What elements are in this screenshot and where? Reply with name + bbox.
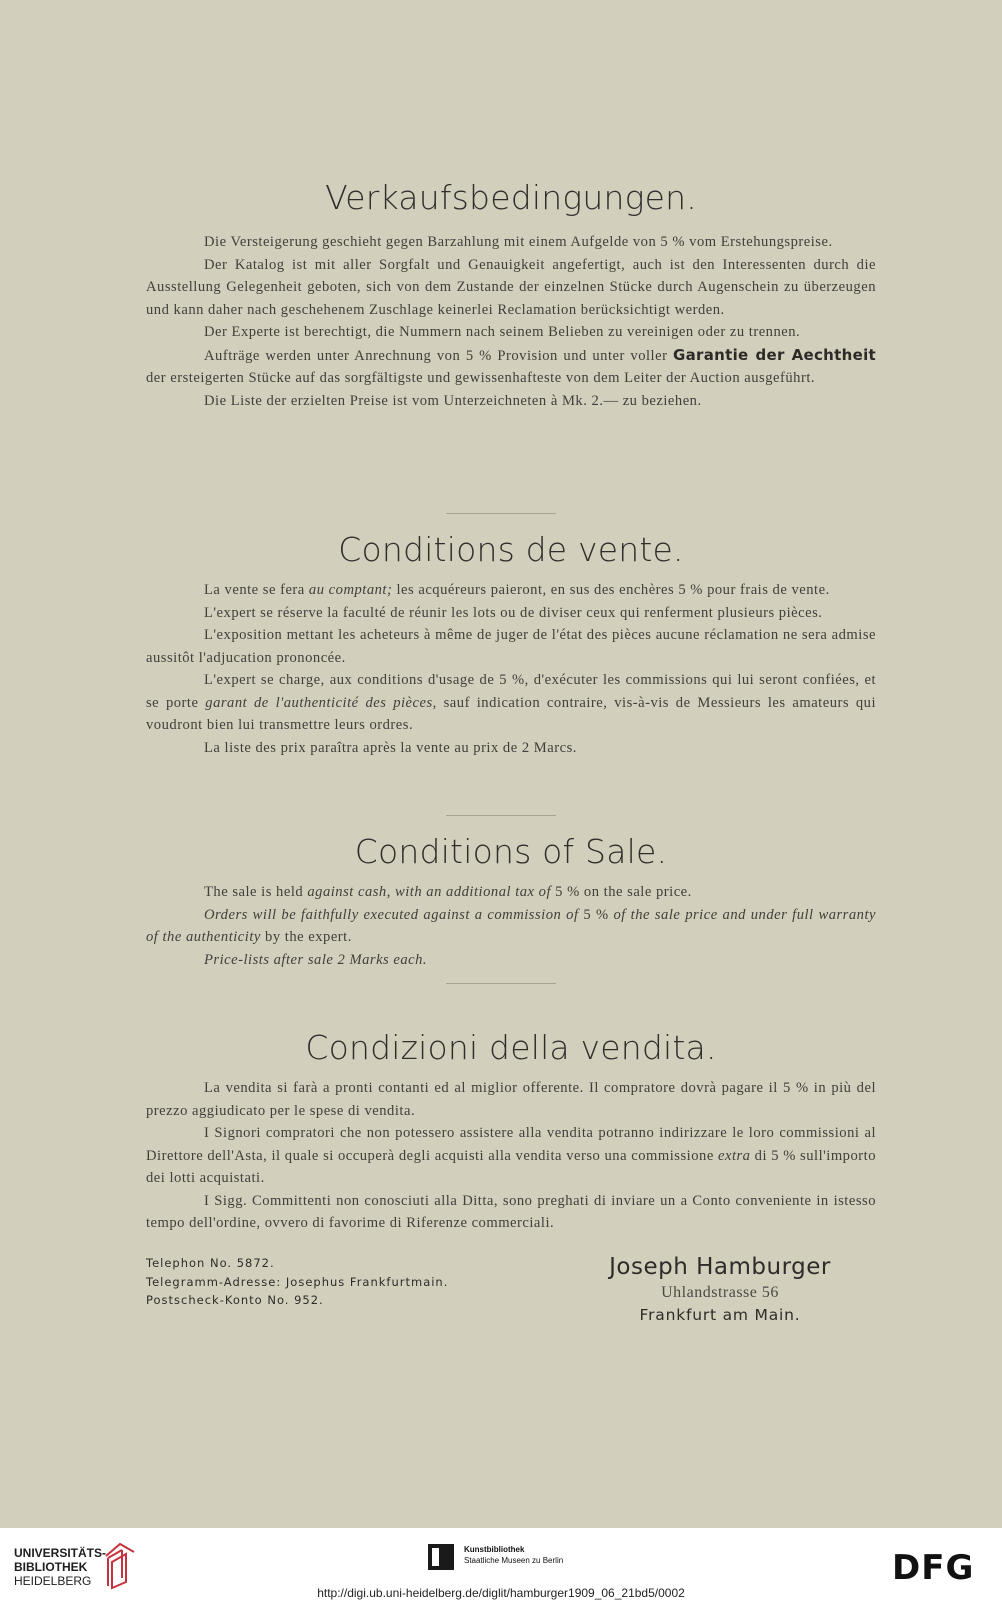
footer-bar bbox=[0, 1528, 1002, 1604]
guarantee-emphasis: Garantie der Aechtheit bbox=[673, 345, 876, 364]
paragraph: La liste des prix paraîtra après la vente au prix de 2 Marcs. bbox=[204, 739, 577, 756]
paragraph: Die Versteigerung geschieht gegen Barzahlung mit einem Aufgelde von 5 % vom Erstehungspreise. bbox=[204, 234, 833, 250]
telegram-address: Telegramm-Adresse: Josephus Frankfurtmain. bbox=[146, 1274, 449, 1289]
paragraph: La vente se fera au comptant; les acquéreurs paieront, en sus des enchères 5 % pour frais de vente. bbox=[204, 582, 830, 598]
postscheck-account: Postscheck-Konto No. 952. bbox=[146, 1293, 324, 1307]
paragraph: Price-lists after sale 2 Marks each. bbox=[204, 951, 428, 968]
kunstbibliothek-logo-icon[interactable] bbox=[428, 1544, 454, 1570]
paragraph: L'expert se charge, aux conditions d'usage de 5 %, d'exécuter les commissions qui lui seront confiées, et se porte garant de l'authenticité des pièces, sauf indication contraire, vis-à-vis de Messieurs les amateurs qui voudront bien lui transmettre leurs ordres. bbox=[146, 672, 876, 733]
heading-english: Conditions of Sale. bbox=[354, 832, 668, 871]
section-english bbox=[146, 832, 876, 971]
paragraph: L'exposition mettant les acheteurs à même de juger de l'état des pièces aucune réclamation ne sera admise aussitôt l'adjucation prononcée. bbox=[146, 627, 876, 666]
heading-italian: Condizioni della vendita. bbox=[305, 1028, 717, 1067]
paragraph: Orders will be faithfully executed against a commission of 5 % of the sale price and under full warranty of the authenticity by the expert. bbox=[146, 906, 876, 945]
paragraph: Der Experte ist berechtigt, die Nummern nach seinem Belieben zu vereinigen oder zu trennen. bbox=[204, 324, 801, 340]
firm-city: Frankfurt am Main. bbox=[639, 1306, 801, 1324]
section-german bbox=[146, 178, 876, 412]
paragraph: La vendita si farà a pronti contanti ed al miglior offerente. Il compratore dovrà pagare il 5 % in più del prezzo aggiudicato per le spese di vendita. bbox=[146, 1080, 876, 1119]
permalink-url[interactable]: http://digi.ub.uni-heidelberg.de/diglit/hamburger1909_06_21bd5/0002 bbox=[317, 1586, 685, 1600]
paragraph: Der Katalog ist mit aller Sorgfalt und Genauigkeit angefertigt, auch ist den Interessenten durch die Ausstellung Gelegenheit geboten, sich von dem Zustande der einzelnen Stücke durch Augenschein zu überzeugen und kann daher nach geschehenem Zuschlage keinerlei Reclamation berücksichtigt werden. bbox=[146, 256, 876, 318]
contact-block bbox=[146, 1254, 448, 1310]
firm-name: Joseph Hamburger bbox=[609, 1254, 831, 1280]
paragraph: I Sigg. Committenti non conosciuti alla Ditta, sono preghati di inviare un a Conto conveniente in istesso tempo dell'ordine, ovvero di favorime di Riferenze commerciali. bbox=[146, 1192, 876, 1231]
firm-block bbox=[590, 1254, 850, 1324]
paragraph: I Signori compratori che non potessero assistere alla vendita potranno indirizzare le loro commissioni al Direttore dell'Asta, il quale si occuperà degli acquisti alla vendita verso una commissione extra di 5 % sull'importo dei lotti acquistati. bbox=[146, 1125, 876, 1186]
kunstbibliothek-label: Kunstbibliothek Staatliche Museen zu Berlin bbox=[464, 1545, 564, 1565]
divider bbox=[446, 983, 556, 984]
paragraph: The sale is held against cash, with an additional tax of 5 % on the sale price. bbox=[204, 884, 692, 900]
divider bbox=[446, 815, 556, 816]
telephone: Telephon No. 5872. bbox=[146, 1256, 275, 1270]
firm-street: Uhlandstrasse 56 bbox=[661, 1284, 779, 1301]
paragraph: Die Liste der erzielten Preise ist vom Unterzeichneten à Mk. 2.— zu beziehen. bbox=[204, 392, 702, 409]
ub-heidelberg-label: UNIVERSITÄTS- BIBLIOTHEK HEIDELBERG bbox=[14, 1546, 107, 1588]
divider bbox=[446, 513, 556, 514]
dfg-logo[interactable]: DFG bbox=[892, 1548, 975, 1588]
heading-french: Conditions de vente. bbox=[338, 530, 684, 569]
ub-heidelberg-logo-icon[interactable] bbox=[100, 1538, 138, 1590]
section-french bbox=[146, 530, 876, 759]
paragraph: L'expert se réserve la faculté de réunir les lots ou de diviser ceux qui renferment plusieurs pièces. bbox=[204, 604, 823, 621]
heading-german: Verkaufsbedingungen. bbox=[325, 178, 697, 217]
paragraph: Aufträge werden unter Anrechnung von 5 % Provision und unter voller Garantie der Aechtheit der ersteigerten Stücke auf das sorgfältigste und gewissenhafteste von dem Leiter der Auction ausgeführt. bbox=[146, 345, 876, 386]
section-italian bbox=[146, 1028, 876, 1235]
